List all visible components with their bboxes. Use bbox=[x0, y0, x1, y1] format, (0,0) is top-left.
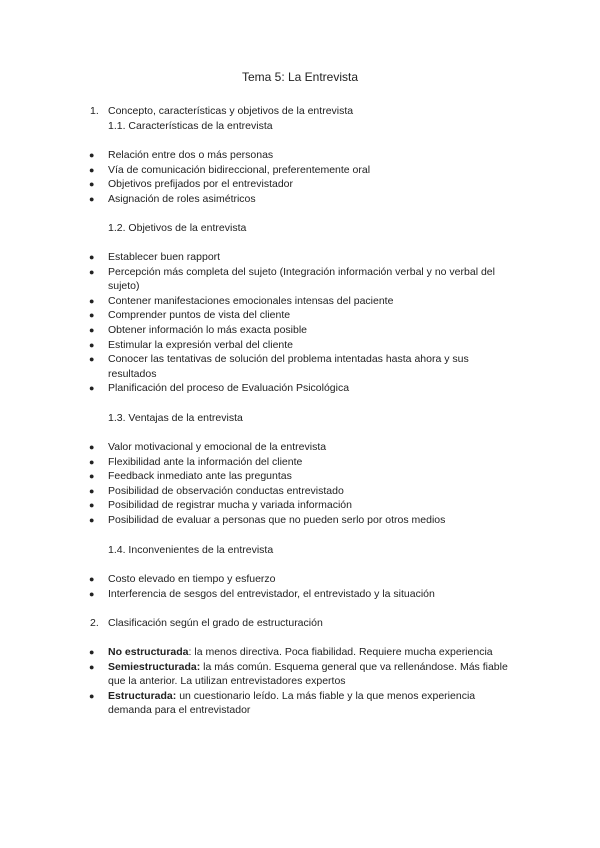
bullet-icon: ● bbox=[89, 266, 95, 277]
bullet-icon: ● bbox=[89, 252, 95, 262]
bullet-icon: ● bbox=[89, 574, 95, 584]
list-item: ● Comprender puntos de vista del cliente bbox=[89, 309, 291, 322]
subsection-1-3-heading: 1.3. Ventajas de la entrevista bbox=[108, 412, 243, 424]
bullet-icon: ● bbox=[89, 193, 95, 204]
section-1-number: 1. bbox=[90, 105, 99, 117]
section-2-heading bbox=[0, 616, 600, 631]
bullet-icon: ● bbox=[89, 339, 95, 350]
list-item: ● Vía de comunicación bidireccional, preferentemente oral bbox=[89, 163, 371, 176]
section-2-number: 2. bbox=[90, 617, 99, 629]
list-item: ● Objetivos prefijados por el entrevistador bbox=[89, 178, 294, 191]
list-item: ● Posibilidad de registrar mucha y variada información bbox=[89, 499, 352, 512]
bullet-icon: ● bbox=[89, 661, 95, 672]
term: Estructurada: bbox=[108, 689, 177, 702]
bullet-icon: ● bbox=[89, 588, 95, 599]
bullet-icon: ● bbox=[89, 485, 95, 496]
bullet-icon: ● bbox=[89, 354, 95, 365]
list-item: ● Establecer buen rapport bbox=[89, 251, 221, 263]
subsection-1-1-heading: 1.1. Características de la entrevista bbox=[108, 119, 273, 132]
list-item: ● Costo elevado en tiempo y esfuerzo bbox=[89, 573, 276, 585]
list-item: ● Posibilidad de evaluar a personas que no pueden serlo por otros medios bbox=[89, 513, 446, 526]
list-item: ● Valor motivacional y emocional de la entrevista bbox=[89, 441, 327, 453]
section-1-heading bbox=[0, 104, 600, 119]
subsection-1-2-list bbox=[0, 250, 600, 396]
bullet-icon: ● bbox=[89, 310, 95, 321]
section-2-title: Clasificación según el grado de estructuración bbox=[108, 617, 323, 629]
bullet-icon: ● bbox=[89, 456, 95, 467]
list-item: ● Estimular la expresión verbal del cliente bbox=[89, 338, 294, 351]
section-2 bbox=[0, 616, 600, 631]
list-item: ● Planificación del proceso de Evaluación Psicológica bbox=[89, 382, 350, 395]
document-title: Tema 5: La Entrevista bbox=[241, 70, 359, 84]
subsection-1-3 bbox=[0, 411, 600, 426]
list-item: ● Interferencia de sesgos del entrevistador, el entrevistado y la situación bbox=[89, 587, 435, 600]
list-item: ● Asignación de roles asimétricos bbox=[89, 192, 256, 205]
bullet-icon: ● bbox=[89, 514, 95, 525]
bullet-icon: ● bbox=[89, 150, 95, 160]
subsection-1-4 bbox=[0, 543, 600, 558]
bullet-icon: ● bbox=[89, 324, 95, 335]
subsection-1-3-list bbox=[0, 440, 600, 528]
bullet-icon: ● bbox=[89, 690, 95, 701]
list-item: ● Conocer las tentativas de solución del problema intentadas hasta ahora y sus resultados bbox=[89, 353, 469, 380]
bullet-icon: ● bbox=[89, 295, 95, 306]
term: No estructurada bbox=[108, 646, 189, 658]
bullet-icon: ● bbox=[89, 471, 95, 482]
list-item: ● No estructurada: la menos directiva. Poca fiabilidad. Requiere mucha experiencia bbox=[89, 646, 493, 658]
section-2-list bbox=[0, 645, 600, 718]
list-item: ● Posibilidad de observación conductas entrevistado bbox=[89, 484, 344, 497]
bullet-icon: ● bbox=[89, 647, 95, 657]
list-item: ● Contener manifestaciones emocionales intensas del paciente bbox=[89, 294, 394, 307]
bullet-icon: ● bbox=[89, 164, 95, 175]
subsection-1-2-heading: 1.2. Objetivos de la entrevista bbox=[108, 222, 247, 234]
list-item: ● Estructurada: un cuestionario leído. La más fiable y la que menos experiencia demanda para el entrevistador bbox=[89, 689, 476, 717]
list-item: ● Relación entre dos o más personas bbox=[89, 149, 274, 161]
list-item: ● Obtener información lo más exacta posible bbox=[89, 323, 308, 336]
bullet-icon: ● bbox=[89, 442, 95, 452]
subsection-1-1-list bbox=[0, 148, 600, 206]
bullet-icon: ● bbox=[89, 383, 95, 394]
subsection-1-2 bbox=[0, 221, 600, 236]
term: Semiestructurada: bbox=[108, 660, 201, 673]
bullet-icon: ● bbox=[89, 500, 95, 511]
section-1-title: Concepto, características y objetivos de la entrevista bbox=[108, 105, 354, 117]
list-item: ● Percepción más completa del sujeto (Integración información verbal y no verbal del sujeto) bbox=[89, 265, 495, 293]
list-item: ● Semiestructurada: la más común. Esquema general que va rellenándose. Más fiable que la anterior. La utilizan entrevistadores expertos bbox=[89, 660, 508, 688]
subsection-1-4-list bbox=[0, 572, 600, 601]
bullet-icon: ● bbox=[89, 179, 95, 190]
list-item: ● Flexibilidad ante la información del cliente bbox=[89, 455, 303, 468]
section-1 bbox=[0, 104, 600, 133]
list-item: ● Feedback inmediato ante las preguntas bbox=[89, 470, 292, 483]
subsection-1-4-heading: 1.4. Inconvenientes de la entrevista bbox=[108, 544, 274, 556]
